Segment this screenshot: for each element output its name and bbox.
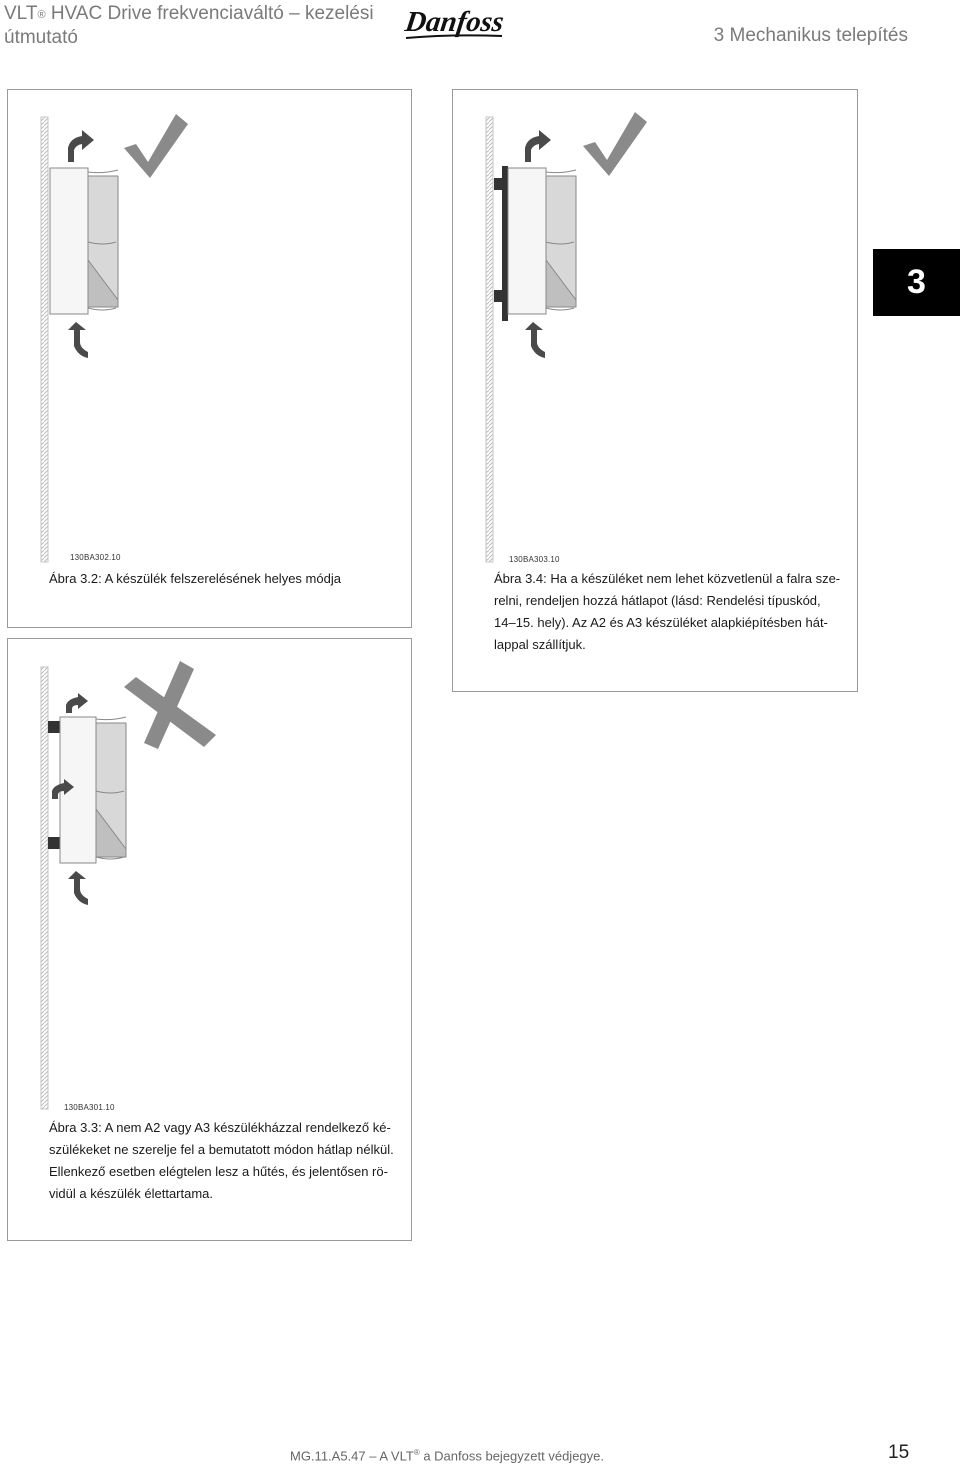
section-title: 3 Mechanikus telepítés [713, 25, 908, 46]
footer-doc-text: MG.11.A5.47 – A VLT [290, 1448, 414, 1464]
figure-caption [494, 568, 844, 656]
title-vlt: VLT [4, 3, 38, 24]
chapter-tab: 3 [873, 249, 960, 316]
figure-code: 130BA303.10 [509, 555, 560, 564]
wall [41, 667, 48, 1109]
wall [486, 117, 493, 562]
cross-mark-symbol [124, 661, 216, 749]
danfoss-logo [402, 4, 507, 44]
caption-line: Ábra 3.4: Ha a készüléket nem lehet közvetlenül a falra sze- [494, 571, 841, 586]
document-title [4, 2, 374, 50]
caption-line: Ábra 3.3: A nem A2 vagy A3 készülékházzal rendelkező ké- [49, 1120, 391, 1135]
caption-line: Ellenkező esetben elégtelen lesz a hűtés, és jelentősen rö- [49, 1164, 388, 1179]
wall [41, 117, 48, 562]
registered-mark: ® [37, 9, 46, 21]
airflow-arrow-top [66, 693, 88, 713]
caption-line: 14–15. hely). Az A2 és A3 készüléket alapkiépítésben hát- [494, 615, 828, 630]
airflow-arrow-bottom [525, 322, 545, 358]
registered-mark: ® [413, 1448, 420, 1457]
caption-line: lappal szállítjuk. [494, 637, 586, 652]
footer-document-id [290, 1448, 604, 1463]
caption-line: szülékeket ne szerelje fel a bemutatott módon hátlap nélkül. [49, 1142, 394, 1157]
airflow-arrow-bottom [68, 871, 88, 905]
airflow-arrow-top [68, 130, 94, 162]
backplate [494, 166, 508, 321]
danfoss-logo-wordmark [402, 6, 506, 38]
check-mark-symbol [583, 112, 647, 176]
title-line2: útmutató [4, 27, 78, 48]
drive-device [508, 168, 576, 314]
figure-3-2 [7, 89, 412, 628]
figure-caption: Ábra 3.2: A készülék felszerelésének helyes módja [49, 571, 341, 586]
title-rest: HVAC Drive frekvenciaváltó – kezelési [45, 3, 374, 24]
figure-code: 130BA302.10 [70, 553, 121, 562]
figure-3-4 [452, 89, 858, 692]
figure-3-2-drawing [8, 90, 411, 627]
caption-line: relni, rendeljen hozzá hátlapot (lásd: Rendelési típuskód, [494, 593, 821, 608]
airflow-arrow-top [525, 130, 551, 162]
figure-code: 130BA301.10 [64, 1103, 115, 1112]
figure-caption [49, 1117, 399, 1205]
page-number: 15 [888, 1442, 910, 1463]
figure-3-3 [7, 638, 412, 1241]
drive-device [50, 168, 118, 314]
svg-text:Danfoss: Danfoss [403, 6, 506, 38]
footer-doc-text-end: a Danfoss bejegyzett védjegye. [419, 1448, 604, 1464]
caption-line: vidül a készülék élettartama. [49, 1186, 214, 1201]
airflow-arrow-bottom [68, 322, 88, 358]
check-mark-symbol [124, 114, 188, 178]
